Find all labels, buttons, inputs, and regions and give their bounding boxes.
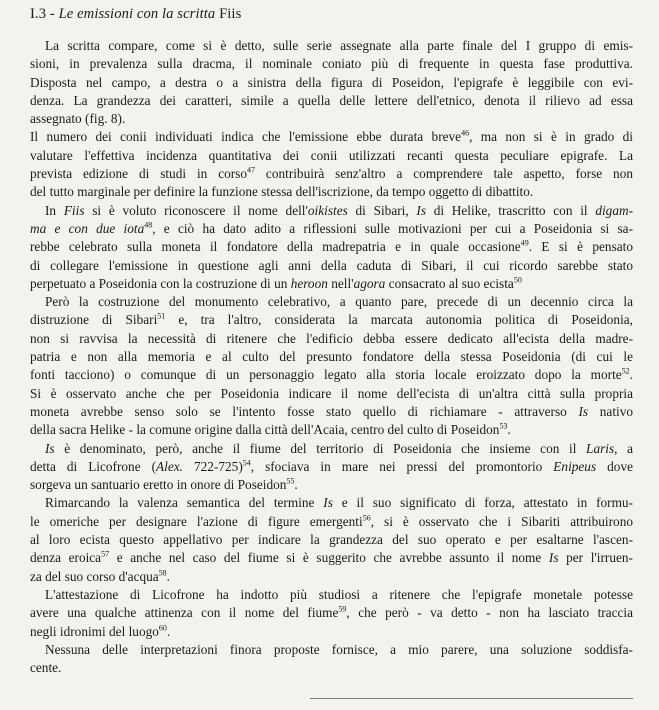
footnote-ref: 58 xyxy=(158,568,167,578)
text-span: di Sibari, xyxy=(347,202,417,218)
text-span: , sfociava in mare nei pressi del promontorio xyxy=(250,458,554,474)
text-line xyxy=(30,311,633,329)
paragraph-1 xyxy=(30,37,633,128)
text-span: è denominato, però, anche il fiume del territorio di Poseidonia che insieme con il xyxy=(54,440,587,456)
text-line xyxy=(30,623,633,641)
italic-term: Is xyxy=(578,403,589,419)
footnote-ref: 46 xyxy=(461,129,470,139)
text-span: e anche nel caso del fiume si è suggerito che avrebbe assunto il nome xyxy=(109,550,549,566)
text-span: , e ciò ha dato adito a riflessioni sulle motivazioni per cui a Poseidonia si sa- xyxy=(152,220,633,236)
text-span: detta di Licofrone ( xyxy=(30,458,157,474)
text-line xyxy=(30,366,633,384)
text-span: avere una qualche attinenza con il nome del fiume xyxy=(30,605,339,621)
footnote-ref: 51 xyxy=(157,312,166,322)
footnote-ref: 50 xyxy=(513,275,522,285)
section-title-word: Fiis xyxy=(219,6,242,22)
footnote-ref: 54 xyxy=(242,458,251,468)
text-line: cente. xyxy=(30,660,62,676)
text-span: , a xyxy=(614,440,633,456)
text-span: moneta avrebbe senso solo se l'intento fosse stato quello di richiamare - attraverso xyxy=(30,403,579,419)
text-span: za del suo corso d'acqua xyxy=(30,568,159,584)
text-line xyxy=(30,238,633,256)
italic-term: digam- xyxy=(595,202,633,218)
italic-term: iota xyxy=(123,220,145,236)
text-line xyxy=(30,549,633,567)
text-line xyxy=(30,440,633,458)
text-span: sorgeva un santuario eretto in onore di Poseidon xyxy=(30,477,287,493)
text-span: 722-725) xyxy=(183,458,243,474)
text-line xyxy=(30,458,633,476)
text-line: patria e non alla memoria e al culto del presunto fondatore della stessa Poseidonia (di cui le xyxy=(30,349,633,365)
italic-term: Alex. xyxy=(156,458,183,474)
paragraph-7 xyxy=(30,586,633,641)
text-line: assegnato (fig. 8). xyxy=(30,111,126,127)
text-span: rebbe celebrato sulla moneta il fondatore della madrepatria e in quale occasione xyxy=(30,239,521,255)
text-span: . xyxy=(166,623,171,639)
text-line xyxy=(30,476,633,494)
italic-term: Is xyxy=(45,440,55,456)
text-line: La scritta compare, come si è detto, sulle serie assegnate alla parte finale del I gruppo di emis- xyxy=(45,38,633,53)
text-span: , che però - va detto - non ha lasciato traccia xyxy=(346,605,633,621)
text-line: di collegare l'emissione in questione agli anni della caduta di Sibari, il cui ricordo sarebbe stato xyxy=(30,257,633,273)
italic-term: ma e con due xyxy=(30,220,124,236)
text-span: si è voluto riconoscere il nome dell' xyxy=(84,202,308,218)
text-line: valutare l'effettiva incidenza quantitativa dei conii utilizzati recanti questa peculiare epigrafe. La xyxy=(30,147,633,163)
text-span: denza eroica xyxy=(30,550,102,566)
footnote-ref: 55 xyxy=(286,476,295,486)
text-line xyxy=(30,494,633,512)
paragraph-8 xyxy=(30,641,633,678)
italic-term: Fiis xyxy=(63,202,85,218)
text-span: fonti tacciono) o comunque di un personaggio legato alla storia locale eroizzato dopo la morte xyxy=(30,367,622,383)
text-span: le omeriche per designare l'azione di figure emergenti xyxy=(30,513,363,529)
text-line xyxy=(30,275,633,293)
italic-term: Is xyxy=(416,202,426,218)
section-number: I.3 - xyxy=(30,6,59,22)
text-span: distruzione di Sibari xyxy=(30,312,158,328)
text-line xyxy=(30,165,633,183)
text-span: della sacra Helike - la comune origine dalla città dell'Acaia, centro del culto di Poseidon xyxy=(30,422,500,438)
text-line: L'attestazione di Licofrone ha indotto più studiosi a ritenere che l'epigrafe monetale potesse xyxy=(45,586,633,602)
italic-term: oikistes xyxy=(307,202,348,218)
paragraph-6 xyxy=(30,494,633,585)
italic-term: Is xyxy=(548,550,559,566)
paragraph-5 xyxy=(30,440,633,495)
text-line: denza. La grandezza dei caratteri, simile a quella delle lettere dell'etnico, denota il rilievo ad essa xyxy=(30,92,633,108)
text-span: . xyxy=(507,422,511,438)
text-line: Però la costruzione del monumento celebrativo, a quanto pare, precede di un decennio circa la xyxy=(45,294,633,310)
footnote-ref: 48 xyxy=(144,220,153,230)
text-line: al loro ecista questo appellativo per indicare la grandezza del suo operato e per esaltarne l'ascen- xyxy=(30,532,633,548)
text-span: In xyxy=(45,202,64,218)
footnote-ref: 53 xyxy=(499,421,508,431)
section-heading xyxy=(30,6,633,23)
text-span: nell' xyxy=(327,275,354,291)
paragraph-4 xyxy=(30,293,633,439)
italic-term: heroon xyxy=(290,275,328,291)
text-line: Disposta nel campo, a destra o a sinistra della figura di Poseidon, l'epigrafe è leggibile con evi- xyxy=(30,74,633,90)
footnote-ref: 47 xyxy=(247,165,256,175)
footnote-ref: 49 xyxy=(520,238,529,248)
text-span: prevista edizione di studi in corso xyxy=(30,166,248,182)
text-span: per l'irruen- xyxy=(558,550,633,566)
footnote-ref: 59 xyxy=(338,604,347,614)
text-span: consacrato al suo ecista xyxy=(385,275,514,291)
text-line xyxy=(30,403,633,421)
text-span: . xyxy=(294,477,298,493)
text-span: . xyxy=(166,568,170,584)
text-span: , si è osservato che i Sibariti attribuirono xyxy=(370,513,633,529)
text-line xyxy=(30,604,633,622)
text-span: perpetuato a Poseidonia con la costruzione di un xyxy=(30,275,291,291)
text-span: contribuirà senz'altro a comprendere tale aspetto, forse non xyxy=(255,166,633,182)
text-span: di Helike, trascritto con il xyxy=(426,202,596,218)
footnote-ref: 60 xyxy=(158,623,167,633)
footnote-ref: 57 xyxy=(101,549,110,559)
text-line xyxy=(30,128,633,146)
text-span: dove xyxy=(596,458,633,474)
section-title: Le emissioni con la scritta xyxy=(58,6,220,22)
italic-term: agora xyxy=(353,275,386,291)
text-span: . xyxy=(629,367,633,383)
text-line: non si ravvisa la necessità di ritenere che l'edificio debba essere dedicato all'ecista della madre- xyxy=(30,330,633,346)
text-span: e, tra l'altro, considerata la marcata autonomia politica di Poseidonia, xyxy=(165,312,633,328)
text-line xyxy=(30,513,633,531)
italic-term: Is xyxy=(323,495,333,511)
footnote-ref: 52 xyxy=(621,366,630,376)
text-line xyxy=(30,220,633,238)
text-span: Il numero dei conii individuati indica che l'emissione ebbe durata breve xyxy=(30,129,462,145)
footnote-separator-rule xyxy=(310,698,633,699)
text-line: del tutto marginale per definire la funzione stessa dell'iscrizione, da tempo oggetto di dibattito. xyxy=(30,184,534,200)
text-span: . E si è pensato xyxy=(528,239,633,255)
text-line: sioni, in prevalenza sulla dracma, il nominale coniato più di frequente in questa fase produttiva. xyxy=(30,56,633,72)
text-line xyxy=(30,568,633,586)
text-span: e il suo significato di forza, attestato in formu- xyxy=(332,495,633,511)
italic-term: Laris xyxy=(586,440,615,456)
italic-term: Enipeus xyxy=(553,458,597,474)
text-line: Nessuna delle interpretazioni finora proposte fornisce, a mio parere, una soluzione soddisfa- xyxy=(45,641,633,657)
paragraph-2 xyxy=(30,128,633,201)
text-line xyxy=(30,202,633,220)
text-span: , ma non si è in grado di xyxy=(469,129,633,145)
text-line: Si è osservato anche che per Poseidonia indicare il nome dell'ecista di un'altra città sulla propria xyxy=(30,385,633,401)
text-span: nativo xyxy=(588,403,634,419)
paragraph-3 xyxy=(30,202,633,293)
footnote-ref: 56 xyxy=(362,513,371,523)
text-line xyxy=(30,421,633,439)
text-span: negli idronimi del luogo xyxy=(30,623,159,639)
text-span: Rimarcando la valenza semantica del termine xyxy=(45,495,324,511)
